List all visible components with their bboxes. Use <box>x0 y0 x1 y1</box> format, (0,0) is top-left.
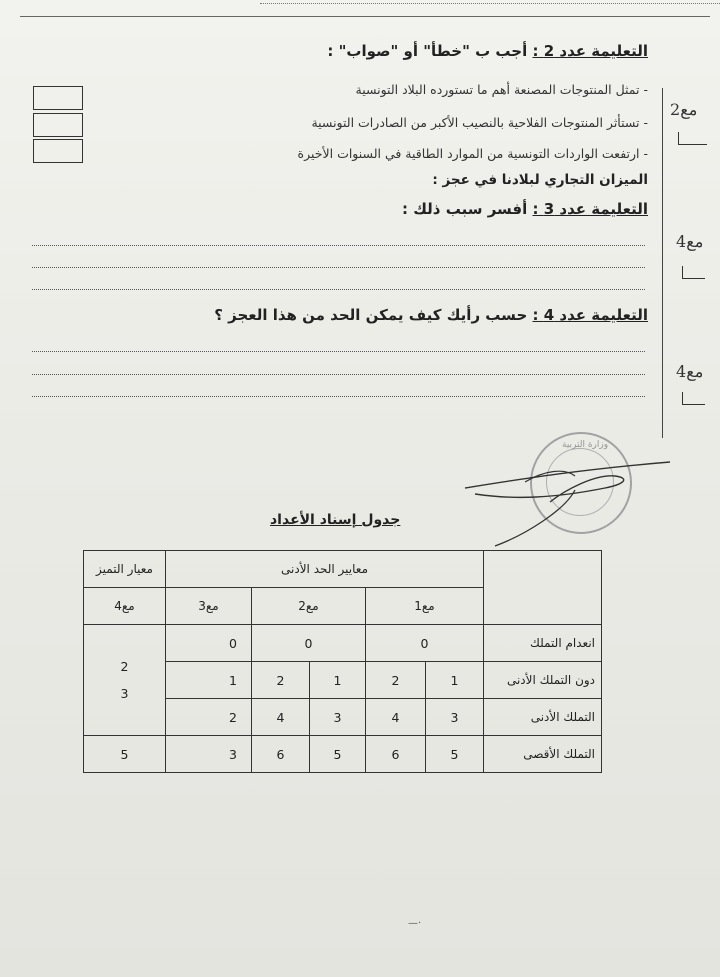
top-border-line <box>20 16 710 17</box>
answer-box-2[interactable] <box>33 113 83 137</box>
margin-line <box>662 88 663 438</box>
page-mark: —· <box>408 918 422 929</box>
score-cell: 5 <box>84 736 166 773</box>
score-cell: 6 <box>252 736 310 773</box>
section2-heading <box>327 42 648 60</box>
score-cell: 4 <box>252 699 310 736</box>
row-label: التملك الأقصى <box>484 736 602 773</box>
margin-score-slot <box>678 132 707 145</box>
score-cell: 3 <box>310 699 366 736</box>
row-label: دون التملك الأدنى <box>484 662 602 699</box>
row-label: انعدام التملك <box>484 625 602 662</box>
signature <box>455 450 685 550</box>
header-c4: مع4 <box>84 588 166 625</box>
grading-table-title: جدول إسناد الأعداد <box>270 512 401 528</box>
c4-cell <box>84 625 166 736</box>
answer-box-3[interactable] <box>33 139 83 163</box>
score-cell: 0 <box>252 625 366 662</box>
grading-table <box>83 550 602 773</box>
score-cell: 3 <box>166 736 252 773</box>
top-divider <box>260 3 720 4</box>
score-cell: 1 <box>166 662 252 699</box>
c4-value: 2 <box>120 659 129 674</box>
answer-line[interactable] <box>32 289 645 290</box>
section3-label: التعليمة عدد 3 : <box>532 200 648 218</box>
score-cell: 0 <box>166 625 252 662</box>
score-cell: 2 <box>366 662 426 699</box>
header-corner <box>484 551 602 625</box>
margin-mark-c4b: مع4 <box>676 362 704 381</box>
header-c1: مع1 <box>366 588 484 625</box>
margin-score-slot <box>682 266 705 279</box>
score-cell: 1 <box>426 662 484 699</box>
statement-2: - تستأثر المنتوجات الفلاحية بالنصيب الأكبر من الصادرات التونسية <box>311 115 648 130</box>
score-cell: 5 <box>310 736 366 773</box>
margin-mark-c2: مع2 <box>670 100 698 119</box>
c4-value: 3 <box>120 686 129 701</box>
statement-1: - تمثل المنتوجات المصنعة أهم ما تستورده البلاد التونسية <box>355 82 648 97</box>
section3-text: أفسر سبب ذلك : <box>401 200 528 218</box>
section4-text: حسب رأيك كيف يمكن الحد من هذا العجز ؟ <box>214 306 528 324</box>
header-excellence: معيار التميز <box>84 551 166 588</box>
answer-line[interactable] <box>32 245 645 246</box>
score-cell: 0 <box>366 625 484 662</box>
score-cell: 2 <box>166 699 252 736</box>
header-c2: مع2 <box>252 588 366 625</box>
answer-line[interactable] <box>32 351 645 352</box>
score-cell: 3 <box>426 699 484 736</box>
answer-line[interactable] <box>32 374 645 375</box>
score-cell: 1 <box>310 662 366 699</box>
answer-line[interactable] <box>32 396 645 397</box>
trade-balance-statement: الميزان التجاري لبلادنا في عجز : <box>432 172 648 188</box>
header-c3: مع3 <box>166 588 252 625</box>
answer-box-1[interactable] <box>33 86 83 110</box>
header-min-criteria: معايير الحد الأدنى <box>166 551 484 588</box>
section3-heading <box>402 200 648 218</box>
statement-3: - ارتفعت الواردات التونسية من الموارد الطاقية في السنوات الأخيرة <box>297 146 648 161</box>
margin-mark-c4a: مع4 <box>676 232 704 251</box>
score-cell: 6 <box>366 736 426 773</box>
score-cell: 2 <box>252 662 310 699</box>
answer-line[interactable] <box>32 267 645 268</box>
section2-label: التعليمة عدد 2 : <box>532 42 648 60</box>
score-cell: 5 <box>426 736 484 773</box>
section2-text: أجب ب "خطأ" أو "صواب" : <box>327 42 528 60</box>
score-cell: 4 <box>366 699 426 736</box>
margin-score-slot <box>682 392 705 405</box>
stamp-text: وزارة التربية <box>562 440 609 450</box>
section4-label: التعليمة عدد 4 : <box>532 306 648 324</box>
row-label: التملك الأدنى <box>484 699 602 736</box>
section4-heading <box>214 306 648 324</box>
